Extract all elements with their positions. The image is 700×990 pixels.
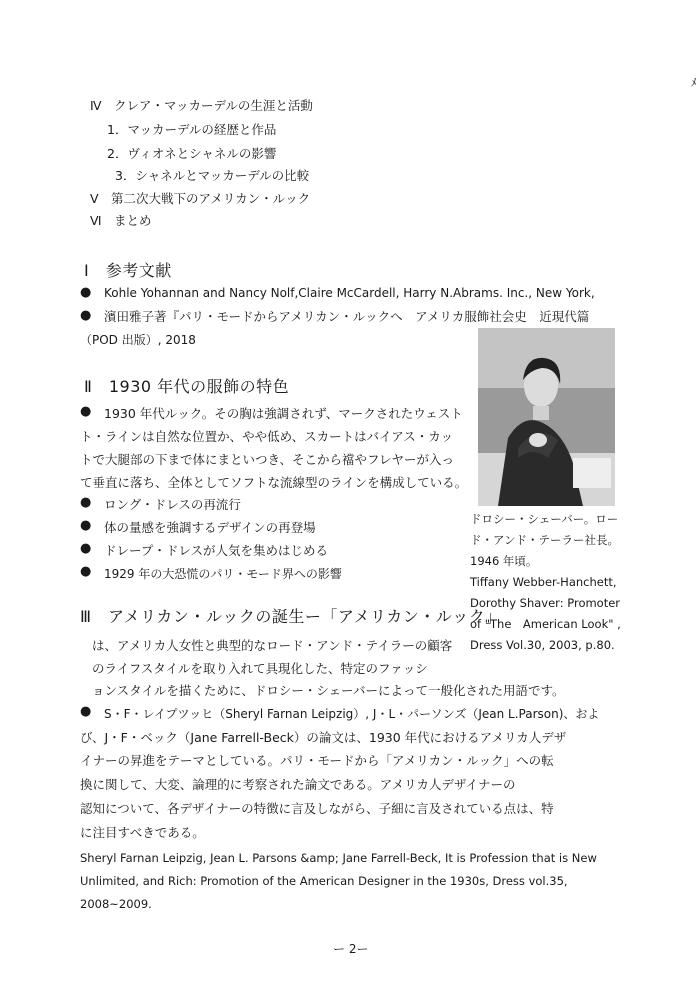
toc-item: 2．ヴィオネとシャネルの影響	[107, 146, 277, 161]
bullet-icon: ●	[80, 495, 92, 510]
section-heading-references: Ⅰ 参考文献	[84, 261, 172, 280]
list-item: 体の量感を強調するデザインの再登場	[104, 520, 316, 535]
list-item: 1929 年の大恐慌のパリ・モード界への影響	[104, 567, 342, 581]
reference-citation: Unlimited, and Rich: Promotion of the American Designer in the 1930s, Dress vol.35,	[80, 874, 568, 888]
reference-citation: 2008~2009.	[80, 897, 152, 911]
bullet-icon: ●	[80, 518, 92, 533]
paragraph-line: び、J・F・ベック（Jane Farrell-Beck）の論文は、1930 年代におけるアメリカ人デザ	[80, 730, 567, 745]
reference-continuation: （POD 出版）, 2018	[80, 333, 196, 347]
paragraph-line: ョンスタイルを描くために、ドロシー・シェーバーによって一般化された用語です。	[92, 683, 565, 698]
section-heading-american-look: Ⅲ アメリカン・ルックの誕生ー「アメリカン・ルック」	[80, 607, 502, 626]
photo-caption	[470, 509, 621, 656]
bullet-icon: ●	[80, 308, 92, 323]
paragraph-line: に注目すべきである。	[80, 825, 205, 840]
caption-line: ド・アンド・テーラー社長。	[470, 533, 620, 547]
section-heading-1930s: Ⅱ 1930 年代の服飾の特色	[84, 377, 290, 396]
caption-line: of "The American Look" ,	[470, 617, 621, 631]
caption-line: ドロシー・シェーバー。ロー	[470, 512, 619, 526]
paragraph-line: のライフスタイルを取り入れて具現化した、特定のファッシ	[92, 661, 428, 676]
corner-mark: ﾒ	[691, 76, 697, 89]
reference-item: 濱田雅子著『パリ・モードからアメリカン・ルックへ アメリカ服飾社会史 近現代篇	[104, 309, 590, 324]
reference-item: Kohle Yohannan and Nancy Nolf,Claire McCardell, Harry N.Abrams. Inc., New York,	[104, 286, 595, 300]
page-number: ー 2ー	[333, 942, 369, 956]
bullet-icon: ●	[80, 285, 92, 300]
bullet-icon: ●	[80, 704, 92, 719]
toc-item: Ⅵ まとめ	[90, 213, 152, 228]
toc-item: 3．シャネルとマッカーデルの比較	[115, 168, 310, 183]
caption-line: Tiffany Webber-Hanchett,	[470, 575, 617, 589]
paragraph-line: 1930 年代ルック。その胸は強調されず、マークされたウェスト	[104, 406, 463, 421]
paragraph-line: S・F・レイプツッヒ（Sheryl Farnan Leipzig）, J・L・パーソンズ（Jean L.Parson)、およ	[104, 707, 600, 721]
bullet-icon: ●	[80, 564, 92, 579]
toc-item: 1．マッカーデルの経歴と作品	[107, 122, 277, 137]
reference-citation: Sheryl Farnan Leipzig, Jean L. Parsons &amp; Jane Farrell-Beck, It is Profession that is New	[80, 851, 597, 865]
list-item: ドレープ・ドレスが人気を集めはじめる	[104, 543, 329, 558]
caption-line: 1946 年頃。	[470, 554, 538, 568]
paragraph-line: ト・ラインは自然な位置か、やや低め、スカートはバイアス・カッ	[80, 429, 454, 444]
paragraph-line: は、アメリカ人女性と典型的なロード・アンド・テイラーの顧客	[92, 638, 453, 653]
caption-line: Dorothy Shaver: Promoter	[470, 596, 621, 610]
paragraph-line: て垂直に落ち、全体としてソフトな流線型のラインを構成している。	[80, 475, 468, 490]
toc-item: Ⅳ クレア・マッカーデルの生涯と活動	[90, 98, 313, 113]
bullet-icon: ●	[80, 541, 92, 556]
paragraph-line: イナーの昇進をテーマとしている。パリ・モードから「アメリカン・ルック」への転	[80, 753, 554, 768]
paragraph-line: トで大腿部の下まで体にまといつき、そこから襠やフレヤーが入っ	[80, 452, 455, 467]
bullet-icon: ●	[80, 404, 92, 419]
portrait-photo	[478, 328, 615, 506]
list-item: ロング・ドレスの再流行	[104, 497, 241, 512]
paragraph-line: 認知について、各デザイナーの特徴に言及しながら、子細に言及されている点は、特	[80, 801, 554, 816]
caption-line: Dress Vol.30, 2003, p.80.	[470, 638, 615, 652]
paragraph-line: 換に関して、大変、論理的に考察された論文である。アメリカ人デザイナーの	[80, 777, 516, 792]
toc-item: Ⅴ 第二次大戦下のアメリカン・ルック	[90, 191, 311, 206]
